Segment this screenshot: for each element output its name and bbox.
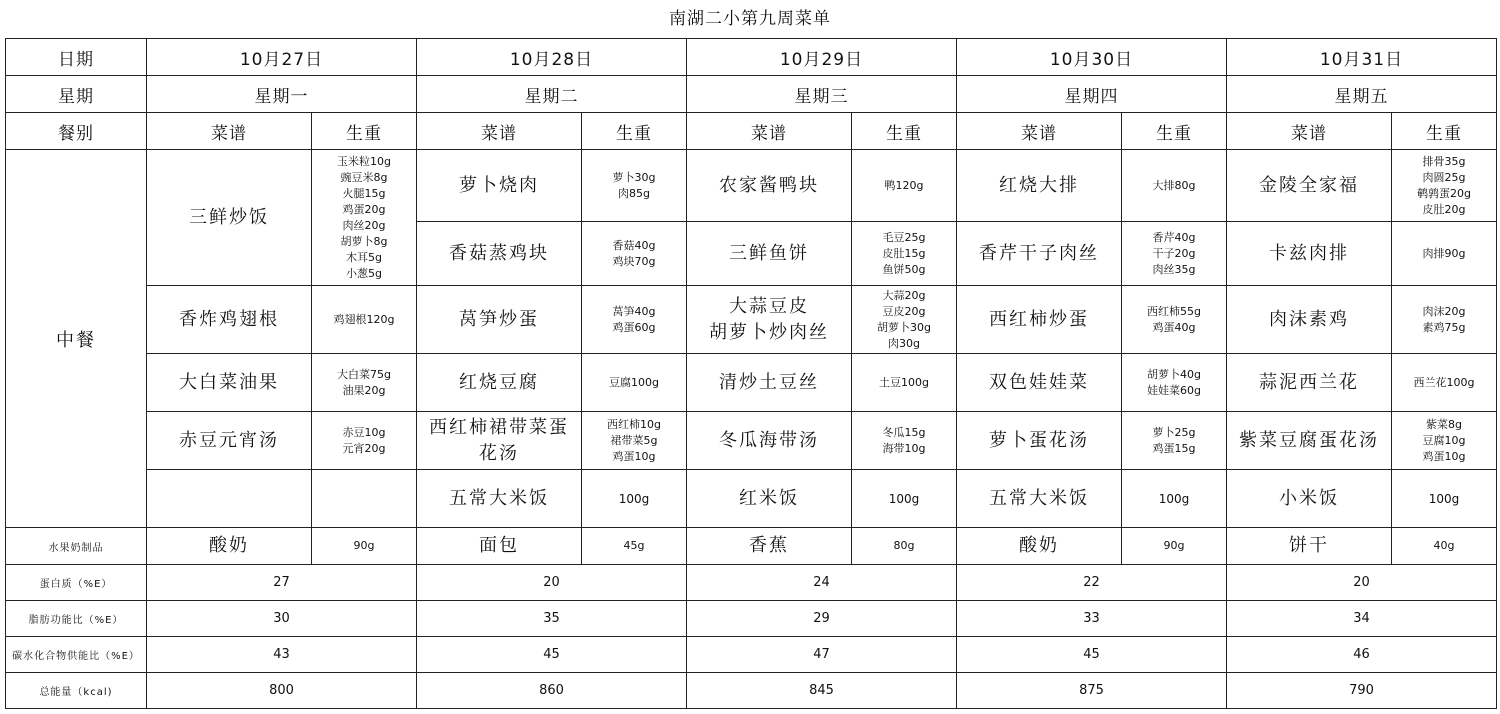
weight-line: 豆腐100g [609, 375, 659, 389]
carb-value: 47 [687, 637, 957, 673]
weight-line: 肉沫20g [1422, 304, 1466, 318]
date-cell: 10月31日 [1227, 39, 1497, 76]
weight-line: 100g [888, 491, 920, 506]
dish-row [6, 150, 1497, 222]
fruit-weight: 80g [852, 528, 957, 565]
fruit-weight: 45g [582, 528, 687, 565]
dish-weight [1122, 470, 1227, 528]
weight-line: 鸡翅根120g [333, 312, 395, 326]
weight-line: 肉圆25g [1422, 170, 1466, 184]
date-cell: 10月28日 [417, 39, 687, 76]
weekday-cell: 星期五 [1227, 76, 1497, 113]
weight-line: 大白菜75g [337, 367, 391, 381]
protein-value: 22 [957, 565, 1227, 601]
recipe-header: 菜谱 [1227, 113, 1392, 150]
carb-value: 45 [417, 637, 687, 673]
dish-weight [852, 412, 957, 470]
weight-line: 鸡蛋20g [342, 202, 386, 216]
weight-line: 肉丝20g [342, 218, 386, 232]
energy-value: 845 [687, 673, 957, 709]
dish-weight [312, 470, 417, 528]
dish-name: 冬瓜海带汤 [687, 412, 852, 470]
dish-weight [1122, 150, 1227, 222]
dish-name: 双色娃娃菜 [957, 354, 1122, 412]
date-cell: 10月30日 [957, 39, 1227, 76]
recipe-header: 菜谱 [687, 113, 852, 150]
dish-weight [852, 222, 957, 286]
weight-line: 干子20g [1152, 246, 1196, 260]
dish-weight [852, 470, 957, 528]
weight-line: 裙带菜5g [610, 433, 658, 447]
date-label: 日期 [6, 39, 147, 76]
dish-weight [852, 150, 957, 222]
weight-line: 皮肚20g [1422, 202, 1466, 216]
page-title: 南湖二小第九周菜单 [669, 9, 831, 29]
fat-row [6, 601, 1497, 637]
date-row [6, 39, 1497, 76]
date-cell: 10月29日 [687, 39, 957, 76]
meal-header-row [6, 113, 1497, 150]
fruit-dairy-label: 水果奶制品 [6, 528, 147, 565]
dish-weight [582, 354, 687, 412]
dish-name: 萝卜烧肉 [417, 150, 582, 222]
energy-value: 860 [417, 673, 687, 709]
dish-name-line: 大蒜豆皮 [729, 295, 809, 317]
dish-row [6, 354, 1497, 412]
energy-value: 790 [1227, 673, 1497, 709]
fruit-weight: 90g [1122, 528, 1227, 565]
dish-name: 三鲜鱼饼 [687, 222, 852, 286]
weight-line: 豆皮20g [882, 304, 926, 318]
dish-row [6, 412, 1497, 470]
protein-label: 蛋白质（%E） [6, 565, 147, 601]
energy-label: 总能量（kcal) [6, 673, 147, 709]
weight-line: 西红柿10g [607, 417, 661, 431]
dish-name: 西红柿炒蛋 [957, 286, 1122, 354]
protein-value: 20 [417, 565, 687, 601]
dish-weight [1122, 222, 1227, 286]
weight-line: 鸭120g [884, 178, 924, 192]
dish-name: 卡兹肉排 [1227, 222, 1392, 286]
weight-line: 鸡蛋60g [612, 320, 656, 334]
weight-line: 大排80g [1152, 178, 1196, 192]
weight-line: 冬瓜15g [882, 425, 926, 439]
dish-name: 肉沫素鸡 [1227, 286, 1392, 354]
dish-weight [1122, 286, 1227, 354]
dish-name: 小米饭 [1227, 470, 1392, 528]
weight-line: 胡萝卜30g [877, 320, 931, 334]
weight-line: 豆腐10g [1422, 433, 1466, 447]
dish-name: 金陵全家福 [1227, 150, 1392, 222]
weight-line: 萝卜30g [612, 170, 656, 184]
weight-line: 香菇40g [612, 238, 656, 252]
protein-value: 27 [147, 565, 417, 601]
fruit-name: 饼干 [1227, 528, 1392, 565]
fruit-name: 酸奶 [147, 528, 312, 565]
fat-value: 35 [417, 601, 687, 637]
weight-line: 鸡蛋15g [1152, 441, 1196, 455]
weight-line: 毛豆25g [882, 230, 926, 244]
dish-name: 香炸鸡翅根 [147, 286, 312, 354]
dish-weight [1392, 354, 1497, 412]
weight-line: 肉排90g [1422, 246, 1466, 260]
dish-weight [312, 286, 417, 354]
dish-name: 清炒土豆丝 [687, 354, 852, 412]
dish-name: 五常大米饭 [417, 470, 582, 528]
weight-line: 西红柿55g [1147, 304, 1201, 318]
dish-name: 大白菜油果 [147, 354, 312, 412]
weight-line: 土豆100g [879, 375, 929, 389]
protein-value: 20 [1227, 565, 1497, 601]
weight-line: 素鸡75g [1422, 320, 1466, 334]
dish-name: 五常大米饭 [957, 470, 1122, 528]
dish-name-line: 胡萝卜炒肉丝 [709, 321, 829, 343]
carb-value: 46 [1227, 637, 1497, 673]
weight-line: 玉米粒10g [337, 154, 391, 168]
weight-line: 大蒜20g [882, 288, 926, 302]
energy-value: 800 [147, 673, 417, 709]
dish-weight [852, 354, 957, 412]
dish-name: 蒜泥西兰花 [1227, 354, 1392, 412]
menu-table [5, 38, 1497, 709]
dish-name [147, 470, 312, 528]
dish-weight [1392, 412, 1497, 470]
dish-name: 农家酱鸭块 [687, 150, 852, 222]
weight-line: 木耳5g [346, 250, 382, 264]
fat-label: 脂肪功能比（%E） [6, 601, 147, 637]
dish-weight [312, 412, 417, 470]
carb-value: 43 [147, 637, 417, 673]
fat-value: 33 [957, 601, 1227, 637]
weight-line: 肉丝35g [1152, 262, 1196, 276]
recipe-header: 菜谱 [957, 113, 1122, 150]
fruit-weight: 40g [1392, 528, 1497, 565]
dish-name [687, 286, 852, 354]
protein-value: 24 [687, 565, 957, 601]
carb-label: 碳水化合物供能比（%E） [6, 637, 147, 673]
dish-name: 香菇蒸鸡块 [417, 222, 582, 286]
weight-header: 生重 [312, 113, 417, 150]
energy-value: 875 [957, 673, 1227, 709]
weight-header: 生重 [1392, 113, 1497, 150]
dish-name: 赤豆元宵汤 [147, 412, 312, 470]
fruit-row [6, 528, 1497, 565]
fruit-name: 面包 [417, 528, 582, 565]
weekday-label: 星期 [6, 76, 147, 113]
weight-line: 100g [618, 491, 650, 506]
weight-line: 鸡蛋10g [1422, 449, 1466, 463]
fruit-weight: 90g [312, 528, 417, 565]
recipe-header: 菜谱 [147, 113, 312, 150]
weight-line: 香芹40g [1152, 230, 1196, 244]
protein-row [6, 565, 1497, 601]
weight-line: 100g [1428, 491, 1460, 506]
weight-line: 火腿15g [342, 186, 386, 200]
fat-value: 34 [1227, 601, 1497, 637]
weekday-cell: 星期一 [147, 76, 417, 113]
dish-row [6, 470, 1497, 528]
weight-line: 小葱5g [346, 266, 382, 280]
dish-weight [1392, 222, 1497, 286]
dish-name: 香芹干子肉丝 [957, 222, 1122, 286]
energy-row [6, 673, 1497, 709]
weight-line: 赤豆10g [342, 425, 386, 439]
carb-value: 45 [957, 637, 1227, 673]
meal-type-label: 餐别 [6, 113, 147, 150]
weight-line: 胡萝卜8g [340, 234, 388, 248]
carb-row [6, 637, 1497, 673]
dish-name: 三鲜炒饭 [147, 150, 312, 286]
weight-line: 油果20g [342, 383, 386, 397]
dish-weight [1392, 286, 1497, 354]
dish-weight [852, 286, 957, 354]
weight-line: 紫菜8g [1426, 417, 1462, 431]
dish-weight [582, 412, 687, 470]
weight-line: 皮肚15g [882, 246, 926, 260]
weight-line: 100g [1158, 491, 1190, 506]
fruit-name: 酸奶 [957, 528, 1122, 565]
weight-header: 生重 [582, 113, 687, 150]
weight-line: 胡萝卜40g [1147, 367, 1201, 381]
weight-line: 西兰花100g [1413, 375, 1475, 389]
dish-weight [1122, 412, 1227, 470]
dish-weight [582, 222, 687, 286]
weight-line: 鸡蛋10g [612, 449, 656, 463]
dish-name: 紫菜豆腐蛋花汤 [1227, 412, 1392, 470]
weight-line: 鹌鹑蛋20g [1417, 186, 1471, 200]
dish-weight [582, 286, 687, 354]
weight-line: 肉85g [618, 186, 650, 200]
recipe-header: 菜谱 [417, 113, 582, 150]
fat-value: 30 [147, 601, 417, 637]
date-cell: 10月27日 [147, 39, 417, 76]
dish-weight [312, 150, 417, 286]
weight-line: 娃娃菜60g [1147, 383, 1201, 397]
dish-name: 红烧豆腐 [417, 354, 582, 412]
dish-weight [1392, 150, 1497, 222]
weight-header: 生重 [1122, 113, 1227, 150]
weekday-cell: 星期二 [417, 76, 687, 113]
weekday-cell: 星期三 [687, 76, 957, 113]
dish-weight [312, 354, 417, 412]
dish-row [6, 286, 1497, 354]
fat-value: 29 [687, 601, 957, 637]
weight-line: 莴笋40g [612, 304, 656, 318]
fruit-name: 香蕉 [687, 528, 852, 565]
dish-weight [582, 470, 687, 528]
dish-name: 萝卜蛋花汤 [957, 412, 1122, 470]
dish-weight [1122, 354, 1227, 412]
weight-line: 鸡蛋40g [1152, 320, 1196, 334]
weight-line: 排骨35g [1422, 154, 1466, 168]
weekday-row [6, 76, 1497, 113]
weight-line: 萝卜25g [1152, 425, 1196, 439]
weight-line: 海带10g [882, 441, 926, 455]
weight-line: 肉30g [888, 336, 920, 350]
weekday-cell: 星期四 [957, 76, 1227, 113]
dish-weight [582, 150, 687, 222]
dish-name: 西红柿裙带菜蛋花汤 [417, 412, 582, 470]
weight-line: 鸡块70g [612, 254, 656, 268]
dish-name: 红烧大排 [957, 150, 1122, 222]
weight-header: 生重 [852, 113, 957, 150]
weight-line: 豌豆米8g [340, 170, 388, 184]
weight-line: 元宵20g [342, 441, 386, 455]
lunch-label: 中餐 [6, 150, 147, 528]
dish-weight [1392, 470, 1497, 528]
dish-name: 红米饭 [687, 470, 852, 528]
dish-name: 莴笋炒蛋 [417, 286, 582, 354]
weight-line: 鱼饼50g [882, 262, 926, 276]
